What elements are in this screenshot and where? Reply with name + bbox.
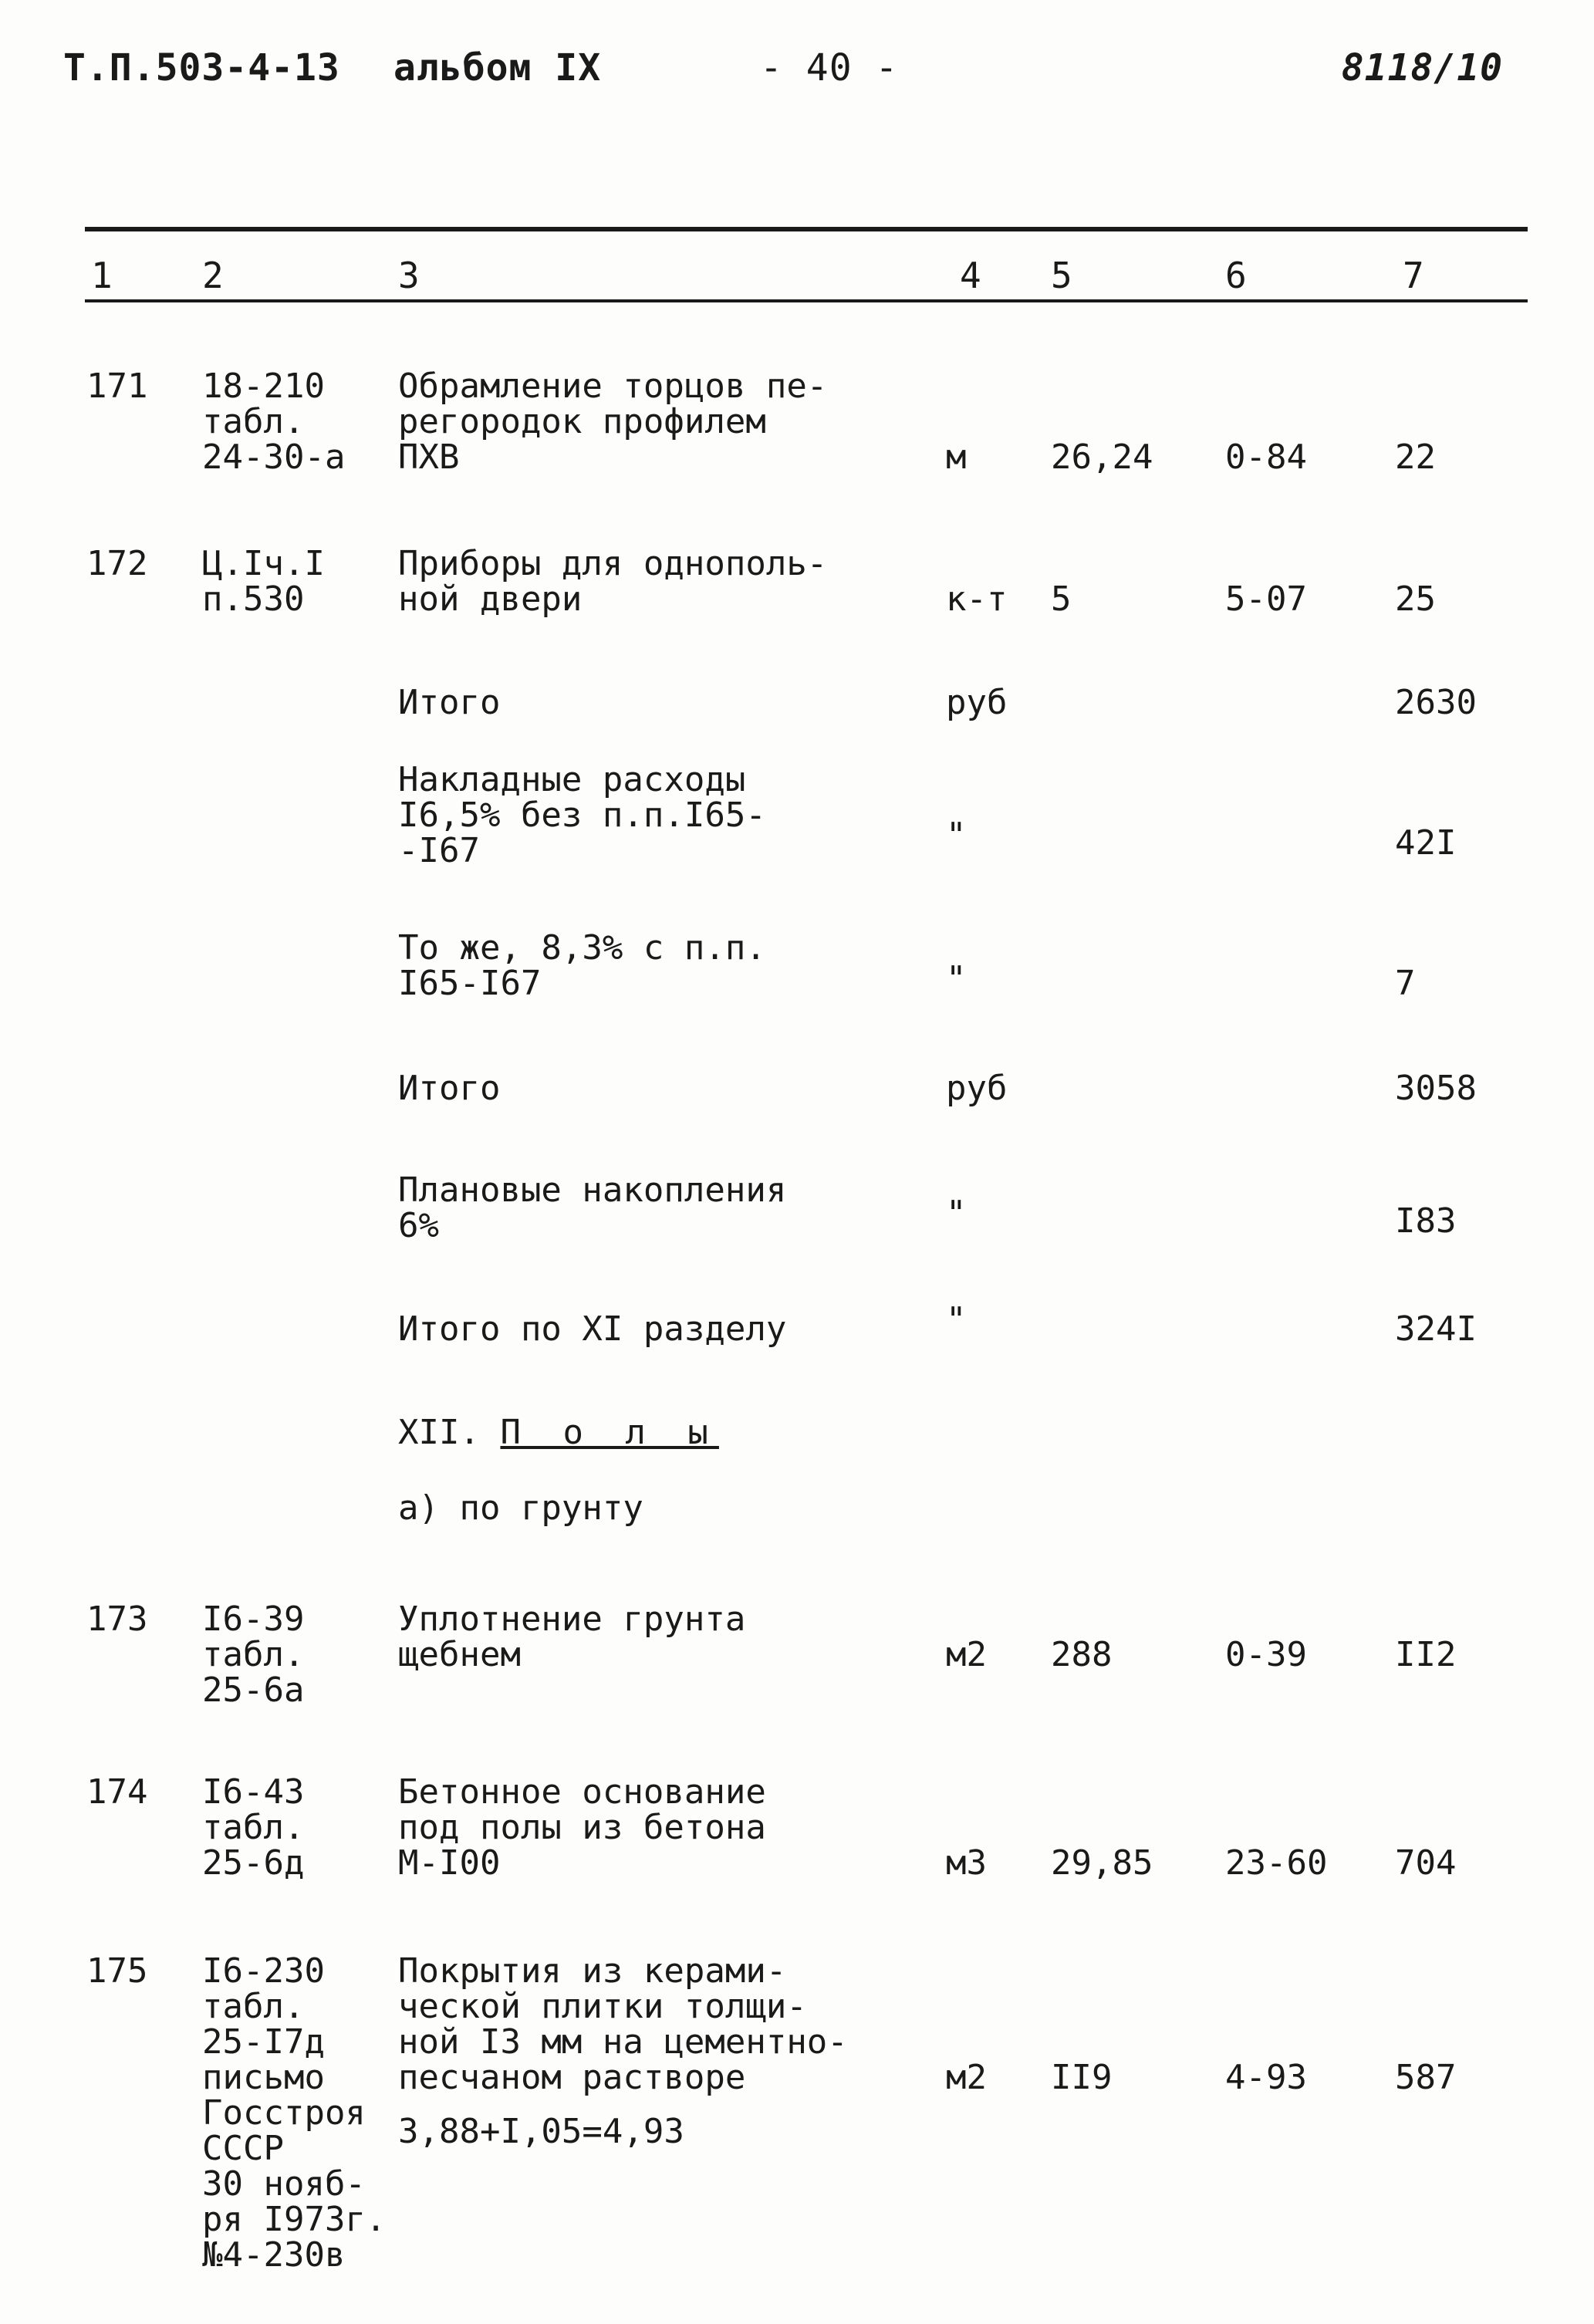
row-description: Уплотнение грунта щебнем bbox=[398, 1599, 746, 1674]
row-unit: м bbox=[946, 437, 967, 477]
row-unit: к-т bbox=[946, 579, 1008, 619]
row-number: 174 bbox=[86, 1772, 148, 1812]
document-code: Т.П.503-4-13 bbox=[63, 46, 340, 90]
row-total: 704 bbox=[1395, 1843, 1457, 1883]
row-description: То же, 8,3% с п.п. I65-I67 bbox=[398, 928, 766, 1003]
column-header-4: 4 bbox=[960, 255, 981, 296]
row-number: 173 bbox=[86, 1599, 148, 1639]
row-description: Итого по XI разделу bbox=[398, 1309, 787, 1349]
row-number: 175 bbox=[86, 1951, 148, 1991]
row-quantity: 26,24 bbox=[1051, 437, 1153, 477]
row-total: 7 bbox=[1395, 964, 1416, 1003]
row-description: Приборы для однополь- ной двери bbox=[398, 544, 828, 619]
album-label: альбом IX bbox=[393, 46, 602, 90]
row-unit: " bbox=[946, 959, 967, 998]
row-total: 22 bbox=[1395, 437, 1436, 477]
row-unit-price: 5-07 bbox=[1225, 579, 1307, 619]
row-quantity: 288 bbox=[1051, 1635, 1113, 1674]
row-unit: руб bbox=[946, 1069, 1008, 1108]
row-description: Обрамление торцов пе- регородок профилем ПХВ bbox=[398, 367, 828, 477]
table-top-rule bbox=[85, 227, 1528, 231]
column-header-7: 7 bbox=[1403, 255, 1424, 296]
row-total: 25 bbox=[1395, 579, 1436, 619]
row-unit: " bbox=[946, 1300, 967, 1339]
row-unit: м2 bbox=[946, 2058, 987, 2097]
row-description: Покрытия из керами- ческой плитки толщи- ной I3 мм на цементно- песчаном растворе bbox=[398, 1951, 848, 2097]
section-number: XII. bbox=[398, 1413, 480, 1452]
row-unit: " bbox=[946, 816, 967, 855]
row-unit: м3 bbox=[946, 1843, 987, 1883]
sheet-number: 8118/10 bbox=[1341, 46, 1503, 90]
row-total: II2 bbox=[1395, 1635, 1457, 1674]
column-header-5: 5 bbox=[1051, 255, 1072, 296]
row-description: Плановые накопления 6% bbox=[398, 1170, 787, 1245]
row-description: Бетонное основание под полы из бетона М-I00 bbox=[398, 1772, 766, 1883]
column-header-6: 6 bbox=[1225, 255, 1247, 296]
column-header-1: 1 bbox=[91, 255, 113, 296]
row-unit-price: 23-60 bbox=[1225, 1843, 1328, 1883]
row-total: 587 bbox=[1395, 2058, 1457, 2097]
page-number: - 40 - bbox=[760, 46, 899, 90]
row-description: а) по грунту bbox=[398, 1488, 643, 1528]
row-total: 2630 bbox=[1395, 683, 1477, 722]
row-unit-price: 4-93 bbox=[1225, 2058, 1307, 2097]
row-unit-price: 0-84 bbox=[1225, 437, 1307, 477]
row-unit: руб bbox=[946, 683, 1008, 722]
row-number: 171 bbox=[86, 367, 148, 406]
column-header-3: 3 bbox=[398, 255, 420, 296]
row-total: 324I bbox=[1395, 1309, 1477, 1349]
row-description: Итого bbox=[398, 1069, 501, 1108]
row-total: 42I bbox=[1395, 823, 1457, 863]
row-formula: 3,88+I,05=4,93 bbox=[398, 2112, 684, 2151]
row-description: Накладные расходы I6,5% без п.п.I65- -I67 bbox=[398, 760, 766, 870]
row-unit: м2 bbox=[946, 1635, 987, 1674]
section-title: П о л ы bbox=[500, 1413, 719, 1452]
row-reference: Ц.Iч.I п.530 bbox=[202, 544, 325, 619]
row-reference: I6-39 табл. 25-6а bbox=[202, 1599, 305, 1710]
row-total: I83 bbox=[1395, 1201, 1457, 1241]
column-header-2: 2 bbox=[202, 255, 224, 296]
row-number: 172 bbox=[86, 544, 148, 583]
row-reference: I6-230 табл. 25-I7д письмо Госстроя СССР 30 нояб- ря I973г. №4-230в bbox=[202, 1951, 387, 2275]
row-reference: I6-43 табл. 25-6д bbox=[202, 1772, 305, 1883]
row-quantity: 29,85 bbox=[1051, 1843, 1153, 1883]
row-unit: " bbox=[946, 1194, 967, 1233]
row-unit-price: 0-39 bbox=[1225, 1635, 1307, 1674]
row-quantity: II9 bbox=[1051, 2058, 1113, 2097]
row-description: Итого bbox=[398, 683, 501, 722]
row-reference: 18-210 табл. 24-30-а bbox=[202, 367, 346, 477]
header-rule bbox=[85, 299, 1528, 302]
row-total: 3058 bbox=[1395, 1069, 1477, 1108]
row-quantity: 5 bbox=[1051, 579, 1072, 619]
